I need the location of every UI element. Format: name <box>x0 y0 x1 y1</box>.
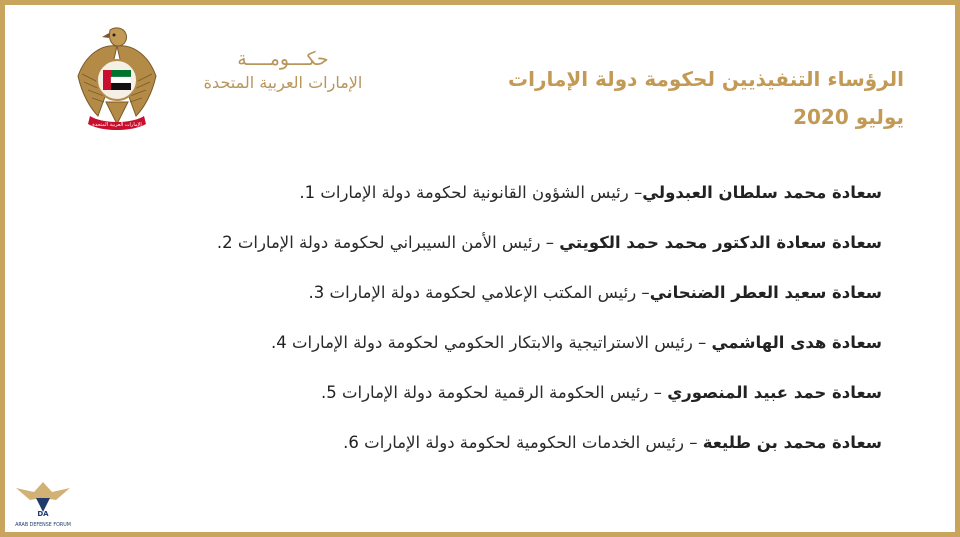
list-item <box>162 326 882 376</box>
svg-text:DA: DA <box>37 510 49 518</box>
executives-list <box>162 176 882 476</box>
item-number: .2 <box>216 233 233 252</box>
svg-text:ARAB DEFENSE FORUM: ARAB DEFENSE FORUM <box>15 523 71 528</box>
list-item <box>162 226 882 276</box>
person-name: سعادة حمد عبيد المنصوري <box>667 383 882 402</box>
list-item <box>162 376 882 426</box>
item-number: .5 <box>320 383 337 402</box>
person-role: – رئيس الاستراتيجية والابتكار الحكومي لحكومة دولة الإمارات <box>291 333 712 352</box>
person-role: – رئيس الأمن السيبراني لحكومة دولة الإمارات <box>237 233 560 252</box>
list-item <box>162 426 882 476</box>
country-name: الإمارات العربية المتحدة <box>203 73 363 92</box>
person-role: – رئيس المكتب الإعلامي لحكومة دولة الإمارات <box>329 283 650 302</box>
person-name: سعادة سعادة الدكتور محمد حمد الكويتي <box>559 233 882 252</box>
list-item <box>162 276 882 326</box>
slide-header <box>484 62 904 134</box>
person-name: سعادة محمد بن طليعة <box>702 433 882 452</box>
government-label: حكـــومــــة <box>237 48 329 70</box>
government-wordmark <box>176 46 390 94</box>
arab-defense-forum-logo <box>8 478 78 530</box>
slide-title: الرؤساء التنفيذيين لحكومة دولة الإمارات <box>507 67 904 91</box>
person-role: – رئيس الخدمات الحكومية لحكومة دولة الإمارات <box>364 433 703 452</box>
uae-falcon-emblem-icon <box>72 24 162 134</box>
person-role: – رئيس الحكومة الرقمية لحكومة دولة الإمارات <box>341 383 668 402</box>
person-role: – رئيس الشؤون القانونية لحكومة دولة الإمارات <box>320 183 643 202</box>
list-item <box>162 176 882 226</box>
item-number: .1 <box>299 183 316 202</box>
person-name: سعادة هدى الهاشمي <box>711 333 882 352</box>
svg-text:الإمارات العربية المتحدة: الإمارات العربية المتحدة <box>92 122 142 128</box>
person-name: سعادة محمد سلطان العبدولي <box>642 183 882 202</box>
slide-date: يوليو 2020 <box>793 105 904 129</box>
item-number: .6 <box>343 433 359 452</box>
item-number: .3 <box>308 283 325 302</box>
person-name: سعادة سعيد العطر الضنحاني <box>649 283 882 302</box>
item-number: .4 <box>270 333 287 352</box>
